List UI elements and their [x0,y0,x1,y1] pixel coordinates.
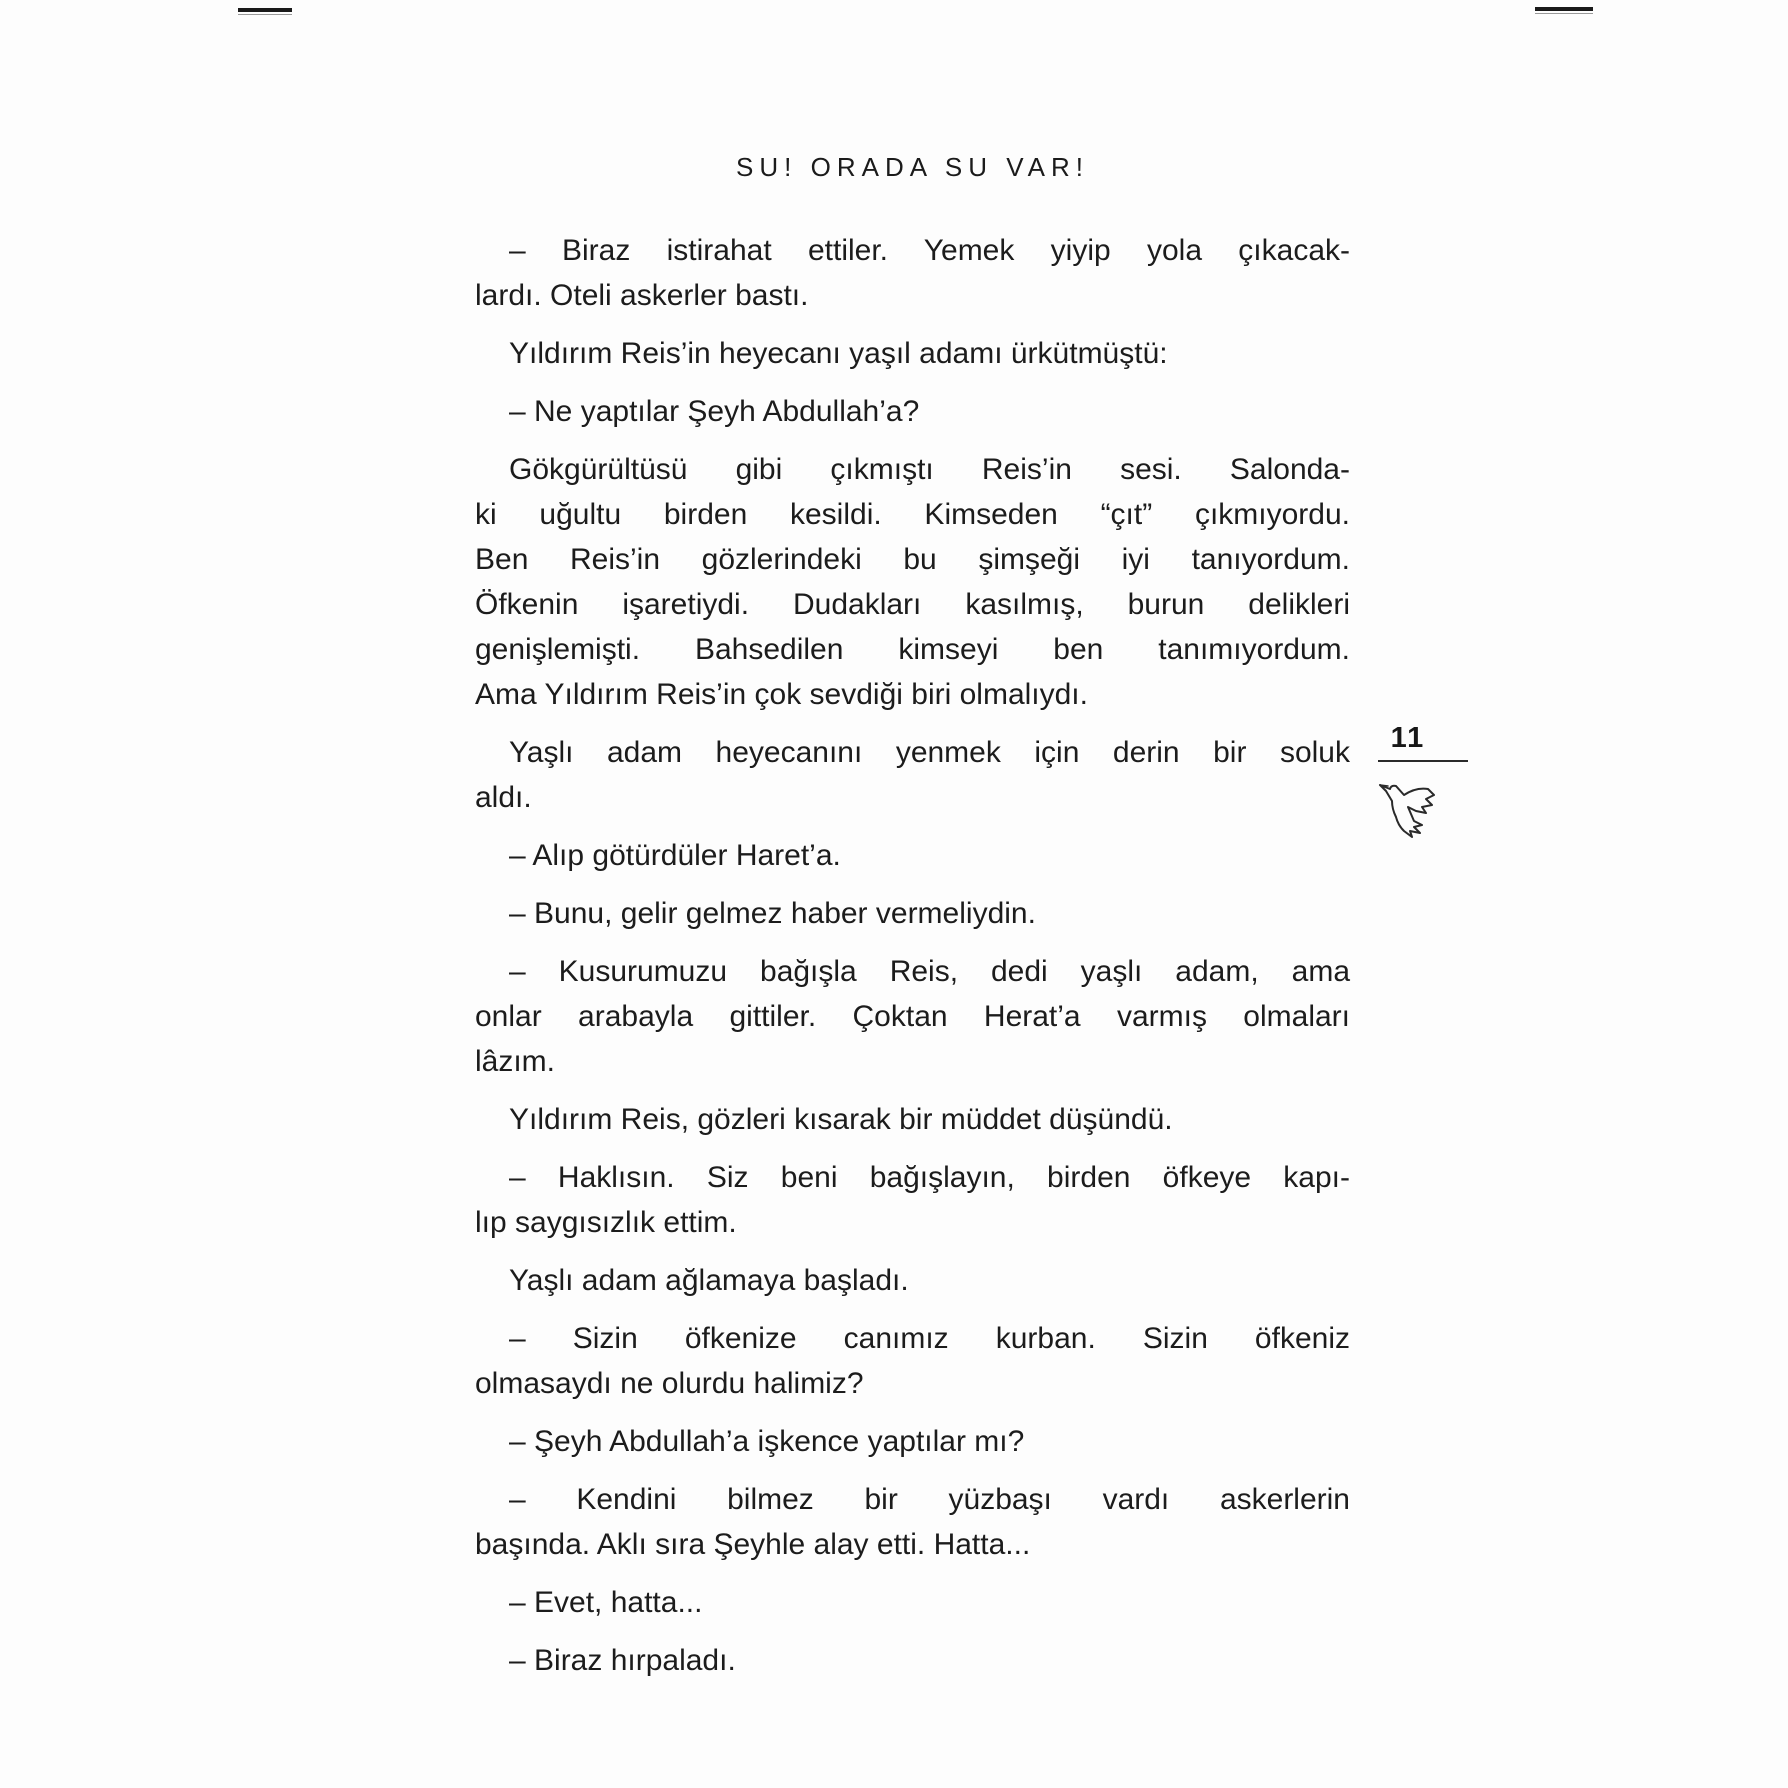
dove-icon [1378,773,1438,839]
text-line: başında. Aklı sıra Şeyhle alay etti. Hatta... [475,1528,1031,1561]
text-line: Yaşlı adam ağlamaya başladı. [509,1264,909,1297]
text-line: – Haklısın. Siz beni bağışlayın, birden öfkeye kapı- [509,1161,1350,1194]
text-line: Gökgürültüsü gibi çıkmıştı Reis’in sesi. Salonda- [509,453,1350,486]
text-line: Yıldırım Reis, gözleri kısarak bir müddet düşündü. [509,1103,1173,1136]
text-line: genişlemişti. Bahsedilen kimseyi ben tanımıyordum. [475,633,1350,666]
page-number-rule [1378,760,1468,762]
paragraph [475,949,1350,1084]
text-line: – Kusurumuzu bağışla Reis, dedi yaşlı adam, ama [509,955,1350,988]
top-left-printer-mark [238,8,292,15]
top-right-printer-mark [1535,7,1593,14]
paragraph [475,1638,1350,1683]
text-line: Yıldırım Reis’in heyecanı yaşıl adamı ürkütmüştü: [509,337,1168,370]
running-head: SU! ORADA SU VAR! [736,152,1089,182]
paragraph [475,447,1350,717]
paragraph [475,833,1350,878]
text-line: lardı. Oteli askerler bastı. [475,279,809,312]
text-line: – Bunu, gelir gelmez haber vermeliydin. [509,897,1036,930]
page-number: 11 [1390,722,1426,754]
text-line: aldı. [475,781,532,814]
text-line: – Biraz hırpaladı. [509,1644,736,1677]
paragraph [475,1580,1350,1625]
text-line: lâzım. [475,1045,556,1078]
paragraph [475,1097,1350,1142]
text-line: Yaşlı adam heyecanını yenmek için derin bir soluk [509,736,1350,769]
text-line: olmasaydı ne olurdu halimiz? [475,1367,864,1400]
paragraph [475,1316,1350,1406]
text-line: onlar arabayla gittiler. Çoktan Herat’a varmış olmaları [475,1000,1350,1033]
text-line: ki uğultu birden kesildi. Kimseden “çıt” çıkmıyordu. [475,498,1350,531]
text-line: Öfkenin işaretiydi. Dudakları kasılmış, burun delikleri [475,588,1350,621]
text-line: – Sizin öfkenize canımız kurban. Sizin öfkeniz [509,1322,1350,1355]
paragraph [475,331,1350,376]
text-line: – Biraz istirahat ettiler. Yemek yiyip yola çıkacak- [509,234,1350,267]
paragraph [475,389,1350,434]
paragraph [475,1419,1350,1464]
body-text [475,228,1350,1696]
page-number-block [1378,722,1470,839]
paragraph [475,1258,1350,1303]
paragraph [475,228,1350,318]
text-line: – Evet, hatta... [509,1586,703,1619]
text-line: Ama Yıldırım Reis’in çok sevdiği biri olmalıydı. [475,678,1088,711]
paragraph [475,1477,1350,1567]
text-line: – Alıp götürdüler Haret’a. [509,839,841,872]
text-line: – Kendini bilmez bir yüzbaşı vardı askerlerin [509,1483,1350,1516]
text-line: Ben Reis’in gözlerindeki bu şimşeği iyi tanıyordum. [475,543,1350,576]
text-line: – Ne yaptılar Şeyh Abdullah’a? [509,395,920,428]
paragraph [475,891,1350,936]
paragraph [475,730,1350,820]
paragraph [475,1155,1350,1245]
text-line: lıp saygısızlık ettim. [475,1206,737,1239]
text-line: – Şeyh Abdullah’a işkence yaptılar mı? [509,1425,1025,1458]
